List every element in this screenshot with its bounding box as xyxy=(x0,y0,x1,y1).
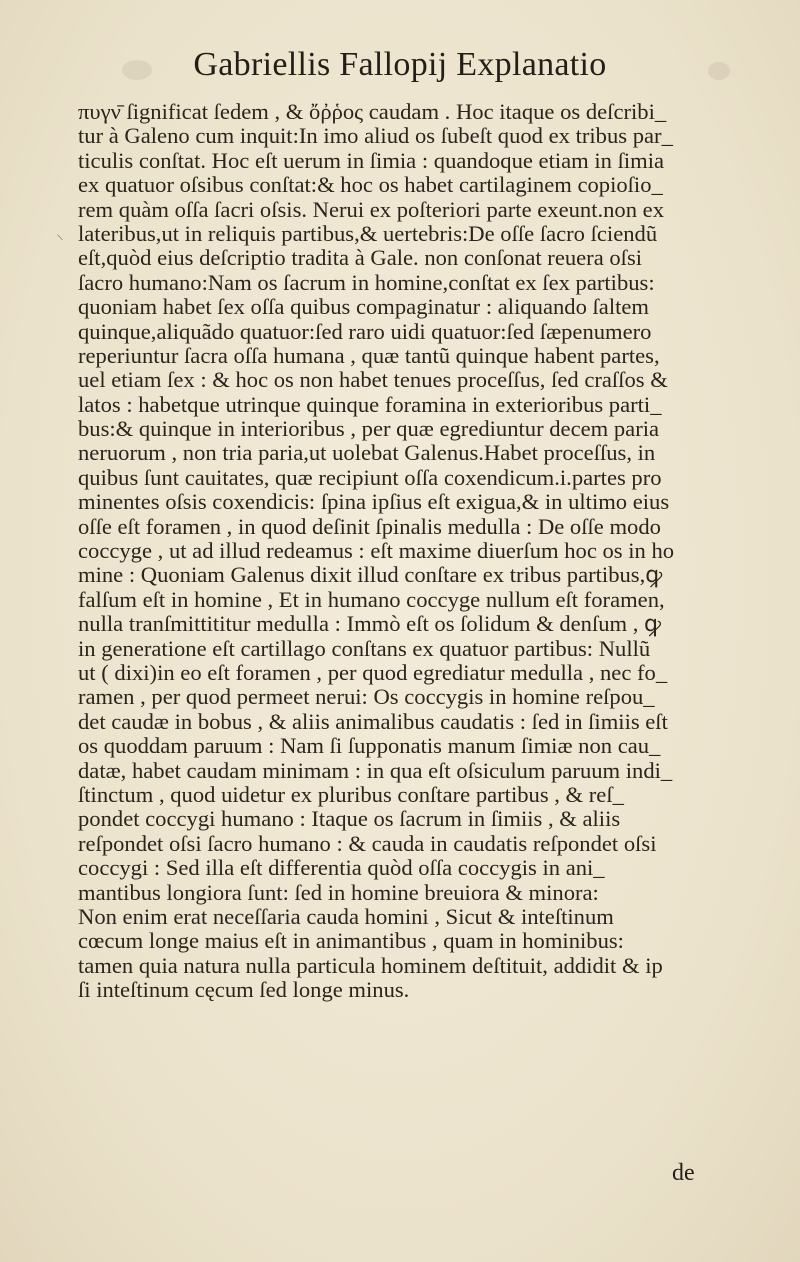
text-line: quinque,aliquãdo quatuor:ſed raro uidi quatuor:ſed ſæpenumero xyxy=(78,319,652,344)
text-line: ramen , per quod permeet nerui: Os coccygis in homine reſpou_ xyxy=(78,685,655,710)
text-line: reſpondet oſsi ſacro humano : & cauda in caudatis reſpondet oſsi xyxy=(78,831,657,856)
text-line: tamen quia natura nulla particula hominem deſtituit, addidit & ip xyxy=(78,953,663,978)
text-line: ex quatuor oſsibus conſtat:& hoc os habet cartilaginem copioſio_ xyxy=(78,173,663,198)
text-line: in generatione eſt cartillago conſtans ex quatuor partibus: Nullũ xyxy=(78,636,651,661)
text-line: ſi inteſtinum cęcum ſed longe minus. xyxy=(78,978,410,1003)
text-line: ſtinctum , quod uidetur ex pluribus conſtare partibus , & reſ_ xyxy=(78,782,624,807)
text-line: rem quàm oſſa ſacri oſsis. Nerui ex poſteriori parte exeunt.non ex xyxy=(78,197,664,222)
text-line: quoniam habet ſex oſſa quibus compaginatur : aliquando ſaltem xyxy=(78,295,649,320)
running-header: Gabriellis Fallopij Explanatio xyxy=(193,46,607,83)
text-line: latos : habetque utrinque quinque foramina in exterioribus parti_ xyxy=(78,392,662,417)
text-line: ſacro humano:Nam os ſacrum in homine,conſtat ex ſex partibus: xyxy=(78,270,655,295)
text-line: Non enim erat neceſſaria cauda homini , Sicut & inteſtinum xyxy=(78,904,614,929)
text-line: nulla tranſmittititur medulla : Immò eſt os ſolidum & denſum , ꝙ xyxy=(78,612,662,637)
text-line: mantibus longiora ſunt: ſed in homine breuiora & minora: xyxy=(78,880,599,905)
text-line: lateribus,ut in reliquis partibus,& uertebris:De oſſe ſacro ſciendũ xyxy=(78,221,658,246)
text-line: πυγν̄ ſignificat ſedem , & ὄῤῥος caudam . Hoc itaque os deſcribi_ xyxy=(78,100,667,124)
margin-mark: ⸜ xyxy=(56,226,65,243)
text-line: quibus ſunt cauitates, quæ recipiunt oſſa coxendicum.i.partes pro xyxy=(78,465,662,490)
text-line: tur à Galeno cum inquit:In imo aliud os ſubeſt quod ex tribus par_ xyxy=(78,124,673,149)
text-line: coccygi : Sed illa eſt differentia quòd oſſa coccygis in ani_ xyxy=(78,856,605,881)
text-line: uel etiam ſex : & hoc os non habet tenues proceſſus, ſed craſſos & xyxy=(78,368,668,393)
text-line: oſſe eſt foramen , in quod deſinit ſpinalis medulla : De oſſe modo xyxy=(78,514,661,539)
text-line: os quoddam paruum : Nam ſi ſupponatis manum ſimiæ non cau_ xyxy=(78,734,661,759)
catchword: de xyxy=(672,1160,695,1186)
text-line: coccyge , ut ad illud redeamus : eſt maxime diuerſum hoc os in ho xyxy=(78,539,675,564)
text-line: minentes oſsis coxendicis: ſpina ipſius eſt exigua,& in ultimo eius xyxy=(78,490,670,515)
text-line: pondet coccygi humano : Itaque os ſacrum in ſimiis , & aliis xyxy=(78,807,621,832)
text-line: eſt,quòd eius deſcriptio tradita à Gale. non conſonat reuera oſsi xyxy=(78,246,643,271)
text-line: falſum eſt in homine , Et in humano coccyge nullum eſt foramen, xyxy=(78,587,665,612)
text-line: neruorum , non tria paria,ut uolebat Galenus.Habet proceſſus, in xyxy=(78,441,656,466)
text-line: reperiuntur ſacra oſſa humana , quæ tantũ quinque habent partes, xyxy=(78,343,660,368)
text-line: ut ( dixi)in eo eſt foramen , per quod egrediatur medulla , nec fo_ xyxy=(78,660,668,685)
text-line: datæ, habet caudam minimam : in qua eſt oſsiculum paruum indi_ xyxy=(78,758,673,783)
body-text xyxy=(78,100,738,1002)
text-line: det caudæ in bobus , & aliis animalibus caudatis : ſed in ſimiis eſt xyxy=(78,709,668,734)
text-line: bus:& quinque in interioribus , per quæ egrediuntur decem paria xyxy=(78,417,660,442)
text-line: ticulis conſtat. Hoc eſt uerum in ſimia : quandoque etiam in ſimia xyxy=(78,148,665,173)
text-line: mine : Quoniam Galenus dixit illud conſtare ex tribus partibus,ꝙ xyxy=(78,563,663,588)
text-line: cœcum longe maius eſt in animantibus , quam in hominibus: xyxy=(78,929,624,954)
